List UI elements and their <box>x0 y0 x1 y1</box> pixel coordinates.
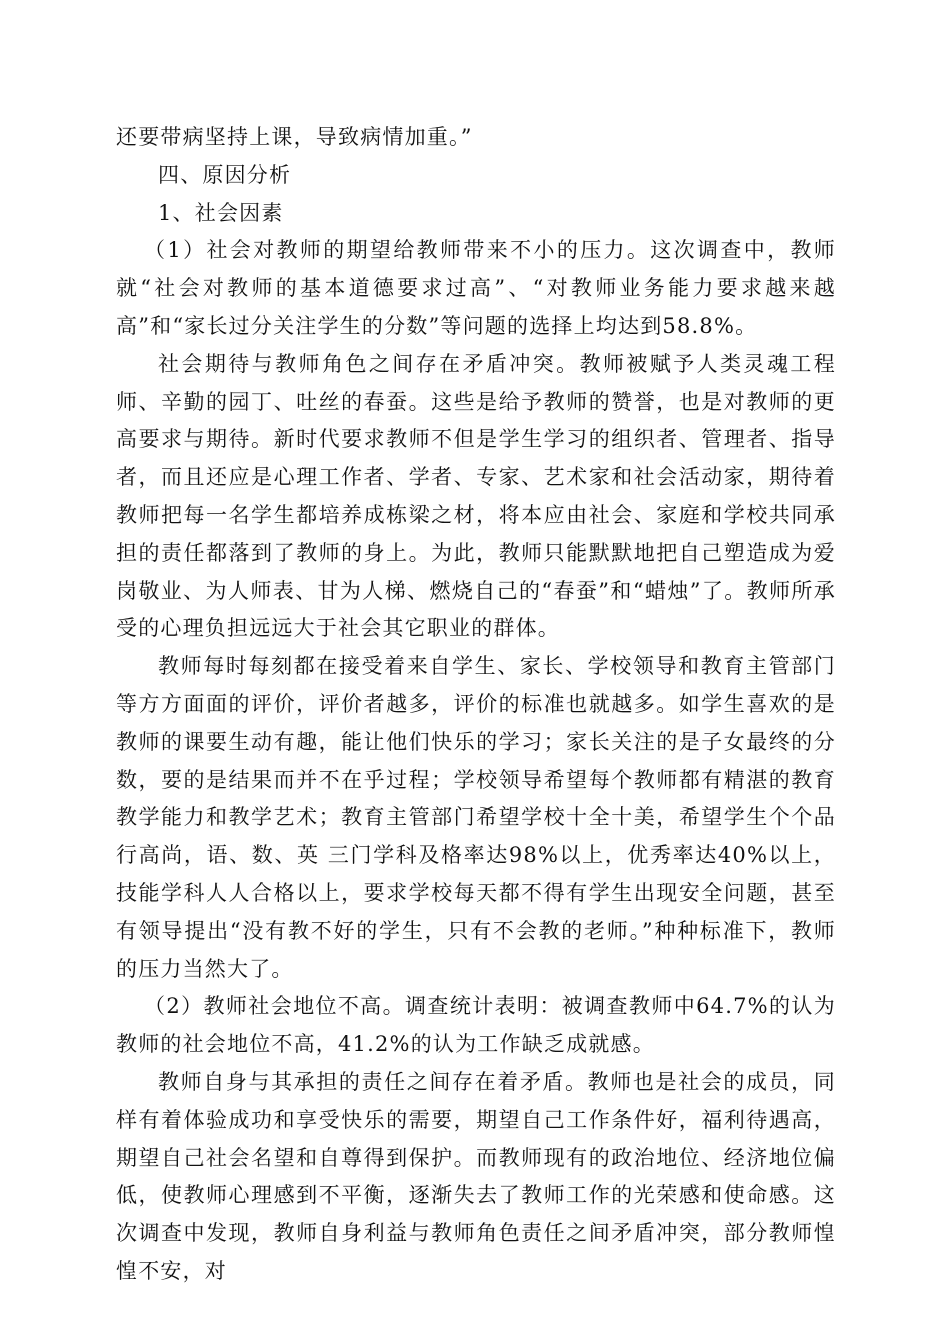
paragraph-social-expectation: （1）社会对教师的期望给教师带来不小的压力。这次调查中，教师就“社会对教师的基本道德要求过高”、“对教师业务能力要求越来越高”和“家长过分关注学生的分数”等问题的选择上均达到58.8%。 <box>116 238 836 338</box>
document-page <box>116 119 836 1291</box>
paragraph-evaluation: 教师每时每刻都在接受着来自学生、家长、学校领导和教育主管部门等方方面面的评价，评价者越多，评价的标准也就越多。如学生喜欢的是教师的课要生动有趣，能让他们快乐的学习；家长关注的是子女最终的分数，要的是结果而并不在乎过程；学校领导希望每个教师都有精湛的教育教学能力和教学艺术；教育主管部门希望学校十全十美，希望学生个个品行高尚，语、数、英 三门学科及格率达98%以上，优秀率达40%以上，技能学科人人合格以上，要求学校每天都不得有学生出现安全问题，甚至有领导提出“没有教不好的学生，只有不会教的老师。”种种标准下，教师的压力当然大了。 <box>116 654 836 981</box>
paragraph-continuation: 还要带病坚持上课，导致病情加重。” <box>116 125 473 149</box>
subsection-heading: 1、社会因素 <box>158 200 284 225</box>
paragraph-social-status: （2）教师社会地位不高。调查统计表明：被调查教师中64.7%的认为教师的社会地位不高，41.2%的认为工作缺乏成就感。 <box>116 994 836 1057</box>
paragraph-self-responsibility: 教师自身与其承担的责任之间存在着矛盾。教师也是社会的成员，同样有着体验成功和享受快乐的需要，期望自己工作条件好，福利待遇高，期望自己社会名望和自尊得到保护。而教师现有的政治地位、经济地位偏低，使教师心理感到不平衡，逐渐失去了教师工作的光荣感和使命感。这次调查中发现，教师自身利益与教师角色责任之间矛盾冲突，部分教师惶惶不安，对 <box>116 1069 836 1283</box>
section-heading: 四、原因分析 <box>158 162 292 187</box>
paragraph-role-conflict: 社会期待与教师角色之间存在矛盾冲突。教师被赋予人类灵魂工程师、辛勤的园丁、吐丝的春蚕。这些是给予教师的赞誉，也是对教师的更高要求与期待。新时代要求教师不但是学生学习的组织者、管理者、指导者，而且还应是心理工作者、学者、专家、艺术家和社会活动家，期待着教师把每一名学生都培养成栋梁之材，将本应由社会、家庭和学校共同承担的责任都落到了教师的身上。为此，教师只能默默地把自己塑造成为爱岗敬业、为人师表、甘为人梯、燃烧自己的“春蚕”和“蜡烛”了。教师所承受的心理负担远远大于社会其它职业的群体。 <box>116 351 836 641</box>
